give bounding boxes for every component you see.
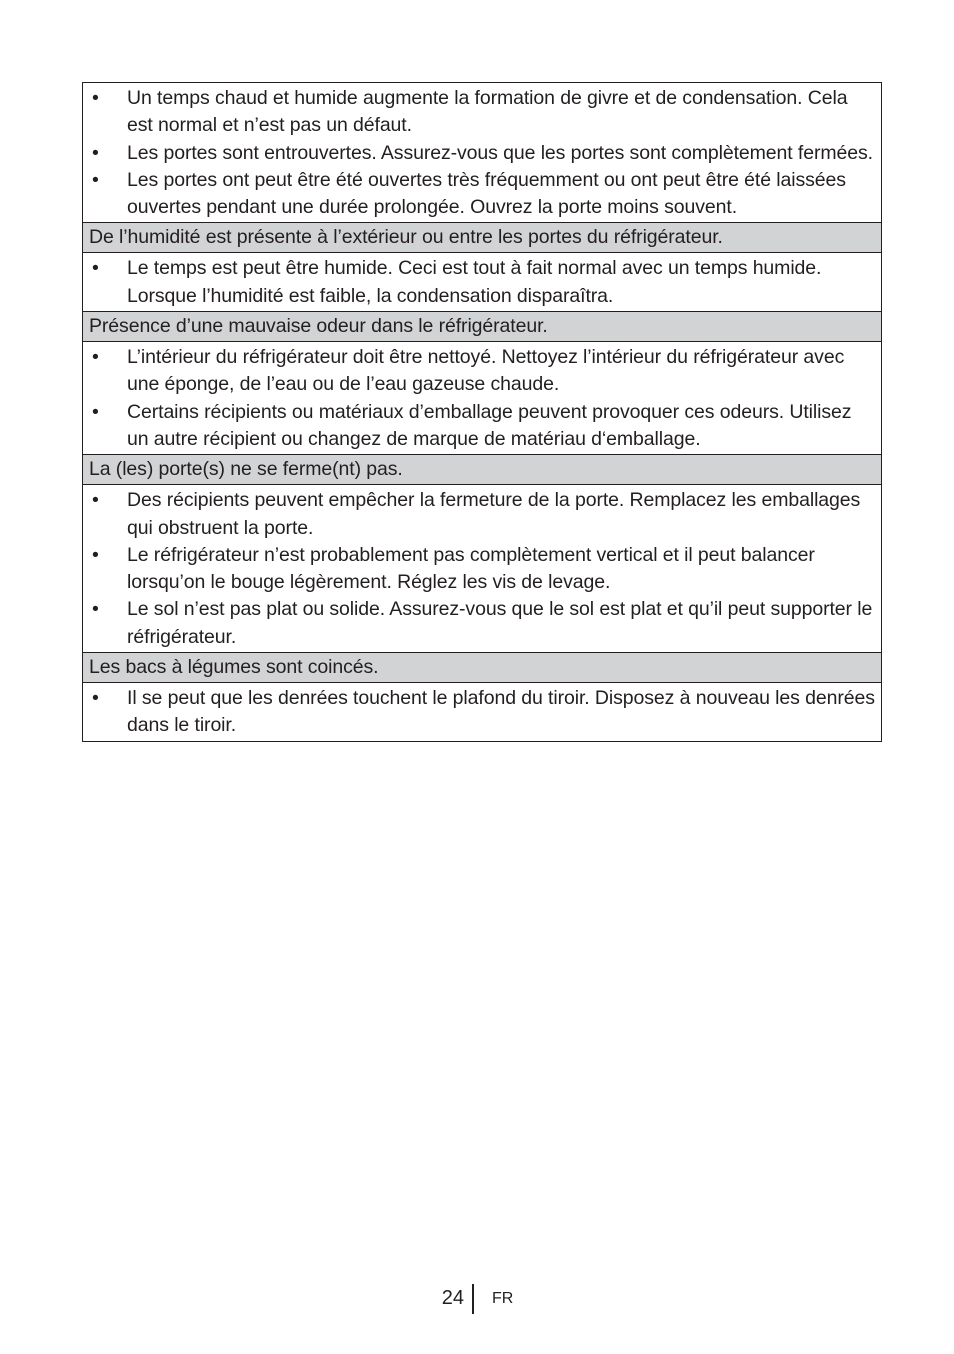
bullet-icon: • [92,87,99,109]
section-body-1 [83,83,881,222]
section-header-crispers: Les bacs à légumes sont coincés. [83,652,881,683]
language-code: FR [492,1290,514,1307]
list-item-text: Des récipients peuvent empêcher la fermeture de la porte. Remplacez les emballages qui obstruent la porte. [127,489,861,539]
list-item [89,685,875,740]
list-item [89,399,875,454]
bullet-icon: • [92,168,99,191]
section-header-doors: La (les) porte(s) ne se ferme(nt) pas. [83,454,881,485]
list-item [89,140,875,167]
list-item-text: L’intérieur du réfrigérateur doit être nettoyé. Nettoyez l’intérieur du réfrigérateur avec une éponge, de l’eau ou de l’eau gazeuse chaude. [127,346,845,396]
list-item-text: Il se peut que les denrées touchent le plafond du tiroir. Disposez à nouveau les denrées dans le tiroir. [127,687,875,737]
section-body-doors [83,485,881,652]
troubleshooting-table [82,82,882,742]
bullet-icon: • [92,543,99,566]
list-item-text: Les portes sont entrouvertes. Assurez-vous que les portes sont complètement fermées. [127,141,873,164]
bullet-icon: • [92,257,99,280]
bullet-icon: • [92,598,99,621]
list-item [89,487,875,542]
section-body-odor [83,342,881,454]
list-item [89,344,875,399]
list-item-text: Un temps chaud et humide augmente la formation de givre et de condensation. Cela est normal et n’est pas un défaut. [127,87,848,137]
list-item-text: Le sol n’est pas plat ou solide. Assurez-vous que le sol est plat et qu’il peut supporter le réfrigérateur. [127,598,873,648]
list-item [89,542,875,597]
list-item [89,167,875,222]
page-footer [0,1284,954,1316]
bullet-icon: • [92,687,99,710]
list-item [89,255,875,310]
list-item-text: Le temps est peut être humide. Ceci est tout à fait normal avec un temps humide. Lorsque l’humidité est faible, la condensation disparaîtra. [127,257,822,307]
bullet-icon: • [92,141,99,164]
bullet-icon: • [92,489,99,512]
section-header-humidity: De l’humidité est présente à l’extérieur ou entre les portes du réfrigérateur. [83,222,881,253]
footer-divider [472,1284,474,1314]
list-item [89,596,875,651]
section-header-odor: Présence d’une mauvaise odeur dans le réfrigérateur. [83,311,881,342]
bullet-icon: • [92,346,99,369]
section-body-crispers [83,683,881,741]
bullet-icon: • [92,400,99,423]
section-body-humidity [83,253,881,311]
list-item-text: Le réfrigérateur n’est probablement pas complètement vertical et il peut balancer lorsqu’on le bouge légèrement. Réglez les vis de levage. [127,543,815,594]
list-item-text: Certains récipients ou matériaux d’emballage peuvent provoquer ces odeurs. Utilisez un autre récipient ou changez de marque de matériau d‘emballage. [127,400,852,450]
page-number: 24 [441,1287,464,1309]
list-item-text: Les portes ont peut être été ouvertes très fréquemment ou ont peut être été laissées ouvertes pendant une durée prolongée. Ouvrez la porte moins souvent. [127,168,846,219]
list-item [89,85,875,140]
